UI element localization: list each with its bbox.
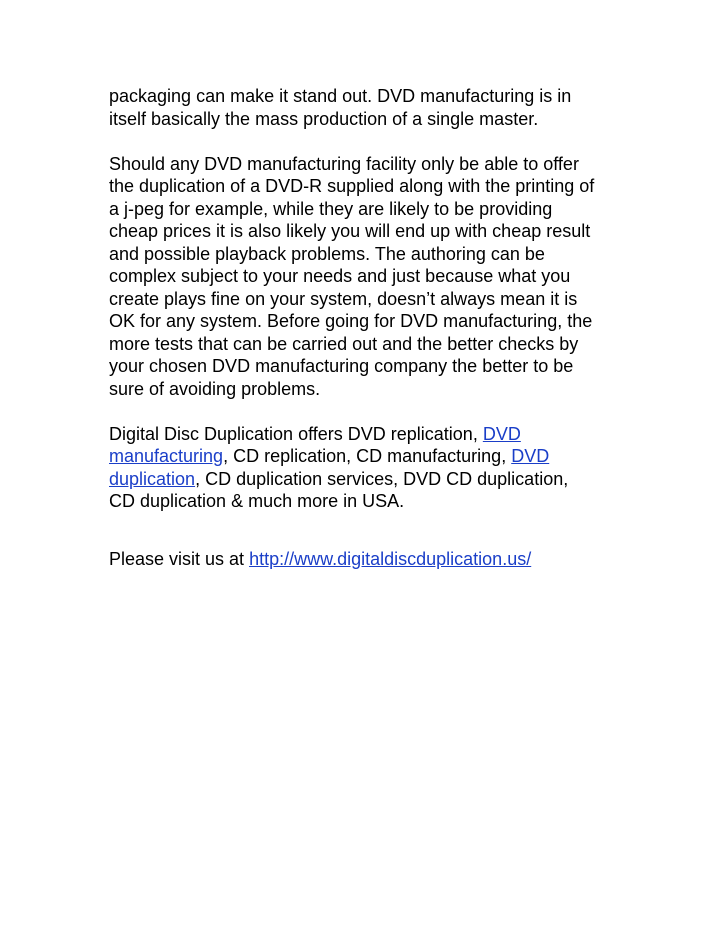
text-line bbox=[109, 445, 629, 468]
text-line: cheap prices it is also likely you will end up with cheap result bbox=[109, 221, 591, 241]
text-line: create plays fine on your system, doesn’t always mean it is bbox=[109, 288, 578, 309]
text-line: Should any DVD manufacturing facility only be able to offer bbox=[109, 153, 579, 174]
dvd-duplication-link[interactable]: DVD bbox=[511, 446, 550, 466]
offer-text: Digital Disc Duplication offers DVD replication, bbox=[109, 423, 483, 444]
text-line: a j-peg for example, while they are likely to be providing bbox=[109, 198, 553, 219]
text-line: the duplication of a DVD-R supplied along with the printing of bbox=[109, 176, 595, 196]
text-line bbox=[109, 548, 629, 571]
document-page bbox=[109, 85, 629, 570]
text-line: CD duplication & much more in USA. bbox=[109, 491, 405, 511]
dvd-manufacturing-link[interactable]: DVD bbox=[482, 423, 521, 444]
intro-paragraph bbox=[109, 85, 629, 130]
offer-text: , CD duplication services, DVD CD duplication, bbox=[195, 468, 569, 489]
text-line: and possible playback problems. The authoring can be bbox=[109, 243, 545, 264]
text-line: OK for any system. Before going for DVD manufacturing, the bbox=[109, 311, 593, 331]
offer-paragraph bbox=[109, 423, 629, 513]
dvd-manufacturing-link[interactable]: manufacturing bbox=[109, 446, 224, 466]
dvd-duplication-link[interactable]: duplication bbox=[109, 468, 196, 489]
text-line bbox=[109, 468, 629, 491]
text-line bbox=[109, 423, 629, 446]
text-line: complex subject to your needs and just because what you bbox=[109, 266, 571, 286]
text-line: more tests that can be carried out and the better checks by bbox=[109, 333, 579, 354]
website-link[interactable]: http://www.digitaldiscduplication.us/ bbox=[249, 548, 532, 569]
text-line: sure of avoiding problems. bbox=[109, 378, 321, 399]
visit-paragraph bbox=[109, 548, 629, 571]
body-paragraph bbox=[109, 153, 629, 401]
text-line: your chosen DVD manufacturing company the better to be bbox=[109, 356, 574, 376]
text-line: packaging can make it stand out. DVD manufacturing is in bbox=[109, 86, 572, 106]
offer-text: , CD replication, CD manufacturing, bbox=[223, 446, 512, 466]
visit-text: Please visit us at bbox=[109, 548, 250, 569]
text-line: itself basically the mass production of a single master. bbox=[109, 108, 539, 129]
